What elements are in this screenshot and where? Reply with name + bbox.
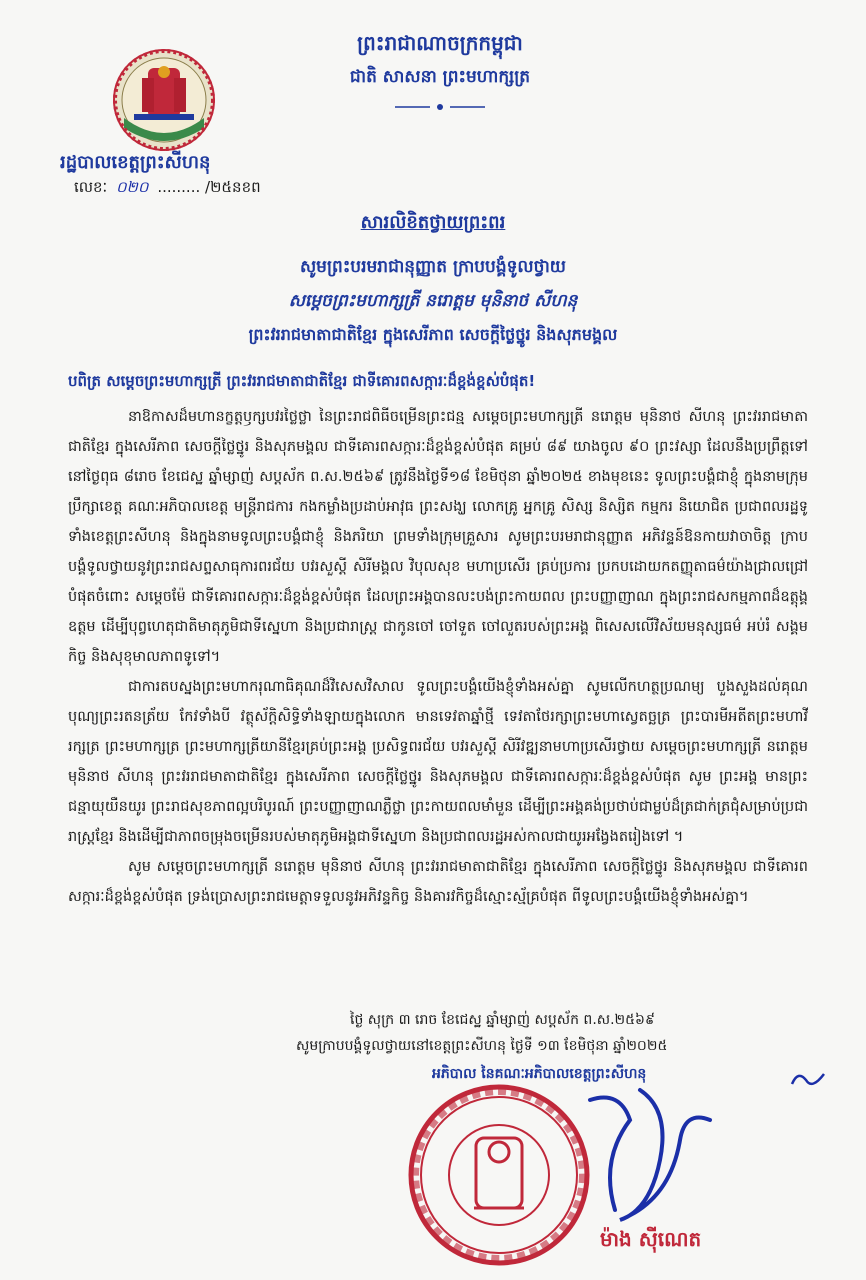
- letter-body: [68, 402, 808, 912]
- date-lunar: ថ្ងៃ សុក្រ ៣ រោច ខែជេស្ឋ ឆ្នាំម្សាញ់ សប្តស័ក ព.ស.២៥៦៩: [350, 1012, 655, 1028]
- signer-name: ម៉ាង ស៊ីណេត: [600, 1227, 702, 1251]
- body-paragraph-1: នាឱកាសដ៏មហានក្ខត្តឫក្សបវរថ្លៃថ្លា នៃព្រះរាជពិធីចម្រើនព្រះជន្ម សម្តេចព្រះមហាក្សត្រី នរោត្តម មុនិនាថ សីហនុ ព្រះវររាជមាតាជាតិខ្មែរ ក្នុងសេរីភាព សេចក្តីថ្លៃថ្នូរ និងសុភមង្គល ជាទីគោរពសក្ការៈដ៏ខ្ពង់ខ្ពស់បំផុត គម្រប់ ៨៩ យាងចូល ៩០ ព្រះវស្សា ដែលនឹងប្រព្រឹត្តទៅនៅថ្ងៃពុធ ៨រោច ខែជេស្ឋ ឆ្នាំម្សាញ់ សប្តស័ក ព.ស.២៥៦៩ ត្រូវនឹងថ្ងៃទី១៨ ខែមិថុនា ឆ្នាំ២០២៥ ខាងមុខនេះ ទូលព្រះបង្គំជាខ្ញុំ ក្នុងនាមក្រុមប្រឹក្សាខេត្ត គណៈអភិបាលខេត្ត មន្ត្រីរាជការ កងកម្លាំងប្រដាប់អាវុធ ព្រះសង្ឃ លោកគ្រូ អ្នកគ្រូ សិស្ស និស្សិត កម្មករ និយោជិត ប្រជាពលរដ្ឋទូទាំងខេត្តព្រះសីហនុ និងក្នុងនាមទូលព្រះបង្គំជាខ្ញុំ និងភរិយា ព្រមទាំងក្រុមគ្រួសារ សូមព្រះបរមរាជានុញ្ញាត អភិវន្ទន៍ឱនកាយវាចាចិត្ត ក្រាបបង្គំទូលថ្វាយនូវព្រះរាជសព្ទសាធុការពរជ័យ បវរសួស្តី សិរីមង្គល វិបុលសុខ មហាប្រសើរ គ្រប់ប្រការ ប្រកបដោយកតញ្ញុតាធម៌យ៉ាងជ្រាលជ្រៅបំផុតចំពោះ សម្តេចម៉ែ ជាទីគោរពសក្ការៈដ៏ខ្ពង់ខ្ពស់បំផុត ដែលព្រះអង្គបានលះបង់ព្រះកាយពល ព្រះបញ្ញាញាណ ក្នុងព្រះរាជសកម្មភាពដ៏ឧត្តុង្គឧត្តម ដើម្បីបុព្វហេតុជាតិមាតុភូមិជាទីស្នេហា និងប្រជារាស្ត្រ ជាកូនចៅ ចៅទួត ចៅលួតរបស់ព្រះអង្គ ពិសេសលើវិស័យមនុស្សធម៌ អប់រំ សង្គមកិច្ច និងសុខុមាលភាពទូទៅ។: [68, 409, 808, 665]
- number-label: លេខៈ: [74, 178, 108, 196]
- national-motto: ជាតិ សាសនា ព្រះមហាក្សត្រ: [349, 67, 531, 87]
- number-value: ០២០: [115, 178, 149, 196]
- motto-ornament: [395, 96, 485, 104]
- date-line: សូមក្រាបបង្គំទូលថ្វាយនៅខេត្តព្រះសីហនុ ថ្ងៃទី ១៣ ខែមិថុនា ឆ្នាំ២០២៥: [296, 1038, 668, 1054]
- letter-title: សារលិខិតថ្វាយព្រះពរ: [360, 212, 506, 233]
- body-paragraph-3: សូម សម្តេចព្រះមហាក្សត្រី នរោត្តម មុនិនាថ សីហនុ ព្រះវររាជមាតាជាតិខ្មែរ ក្នុងសេរីភាព សេចក្តីថ្លៃថ្នូរ និងសុភមង្គល ជាទីគោរពសក្ការៈដ៏ខ្ពង់ខ្ពស់បំផុត ទ្រង់ប្រោសព្រះរាជមេត្តាទទួលនូវអភិវន្ទកិច្ច និងគារវកិច្ចដ៏ស្មោះស្ម័គ្របំផុត ពីទូលព្រះបង្គំយើងខ្ញុំទាំងអស់គ្នា។: [68, 859, 808, 905]
- number-suffix: /២៥នខព: [205, 178, 261, 196]
- salutation: បពិត្រ សម្តេចព្រះមហាក្សត្រី ព្រះវររាជមាតាជាតិខ្មែរ ជាទីគោរពសក្ការៈដ៏ខ្ពង់ខ្ពស់បំផុត!: [68, 372, 536, 390]
- signer-title: អភិបាល នៃគណៈអភិបាលខេត្តព្រះសីហនុ: [432, 1066, 647, 1082]
- number-dots: .........: [157, 178, 201, 196]
- body-paragraph-2: ជាការតបស្នងព្រះមហាករុណាធិគុណដ៏វិសេសវិសាល ទូលព្រះបង្គំយើងខ្ញុំទាំងអស់គ្នា សូមលើកហត្ថប្រណម្យ បួងសួងដល់គុណបុណ្យព្រះរតនត្រ័យ កែវទាំងបី វត្ថុស័ក្តិសិទ្ធិទាំងឡាយក្នុងលោក មានទេវតាឆ្នាំថ្មី ទេវតាថែរក្សាព្រះមហាស្វេតច្ឆត្រ ព្រះបារមីអតីតព្រះមហាវីរក្សត្រ ព្រះមហាក្សត្រ ព្រះមហាក្សត្រីយានីខ្មែរគ្រប់ព្រះអង្គ ប្រសិទ្ធពរជ័យ បវរសួស្តី សិរីវឌ្ឍនាមហាប្រសើរថ្វាយ សម្តេចព្រះមហាក្សត្រី នរោត្តម មុនិនាថ សីហនុ ព្រះវររាជមាតាជាតិខ្មែរ ក្នុងសេរីភាព សេចក្តីថ្លៃថ្នូរ និងសុភមង្គល ជាទីគោរពសក្ការៈដ៏ខ្ពង់ខ្ពស់បំផុត សូម ព្រះអង្គ មានព្រះជន្មាយុយឺនយូរ ព្រះរាជសុខភាពល្អបរិបូរណ៍ ព្រះបញ្ញាញាណភ្លឺថ្លា ព្រះកាយពលមាំមួន ដើម្បីព្រះអង្គគង់ប្រថាប់ជាម្លប់ដ៏ត្រជាក់ត្រជុំសម្រាប់ប្រជារាស្ត្រខ្មែរ និងដើម្បីជាភាពចម្រុងចម្រើនរបស់មាតុភូមិអង្គជាទីស្នេហា និងប្រជាពលរដ្ឋអស់កាលជាយូរអង្វែងតរៀងទៅ ។: [68, 679, 808, 845]
- handwritten-signature: [560, 1080, 720, 1230]
- letter-subtitle-3: ព្រះវររាជមាតាជាតិខ្មែរ ក្នុងសេរីភាព សេចក្តីថ្លៃថ្នូរ និងសុភមង្គល: [248, 325, 618, 344]
- initials-mark: [788, 1068, 828, 1092]
- letter-subtitle-2: សម្តេចព្រះមហាក្សត្រី នរោត្តម មុនិនាថ សីហនុ: [288, 291, 578, 311]
- reference-number: [74, 178, 261, 200]
- sender-administration: រដ្ឋបាលខេត្តព្រះសីហនុ: [60, 152, 211, 173]
- government-emblem-logo: [112, 48, 216, 152]
- kingdom-heading: ព្រះរាជាណាចក្រកម្ពុជា: [357, 31, 523, 55]
- letter-subtitle-1: សូមព្រះបរមរាជានុញ្ញាត ក្រាបបង្គំទូលថ្វាយ: [300, 257, 566, 277]
